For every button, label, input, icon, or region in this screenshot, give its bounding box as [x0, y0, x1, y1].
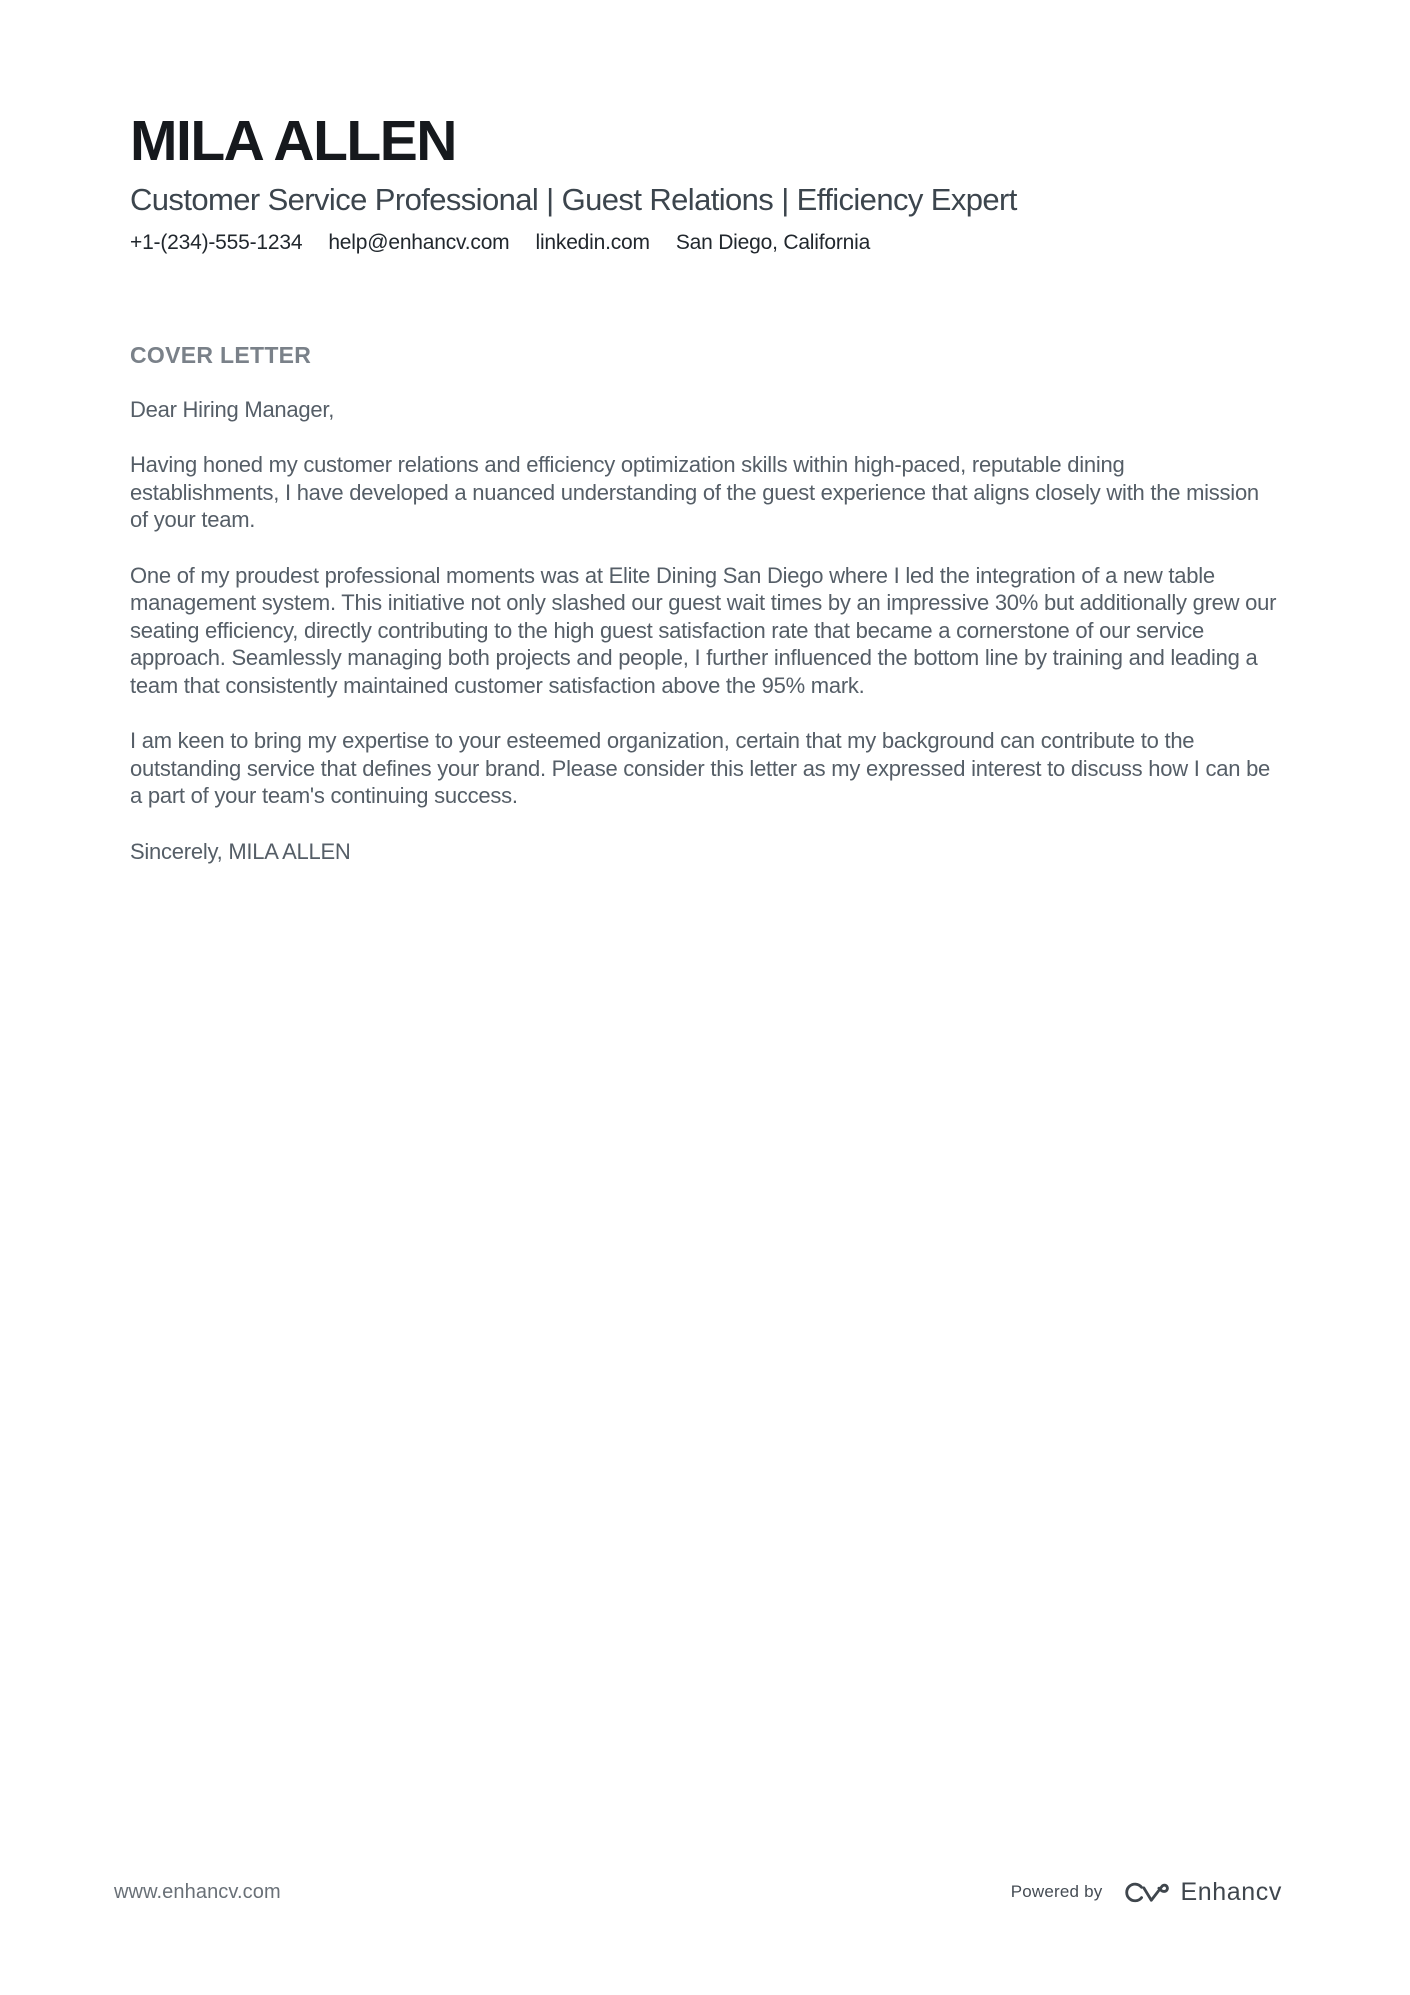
contact-row	[130, 229, 1278, 257]
powered-by-brand[interactable]	[1011, 1878, 1282, 1907]
section-label: COVER LETTER	[130, 342, 312, 369]
person-headline: Customer Service Professional | Guest Relations | Efficiency Expert	[130, 182, 1017, 218]
enhancv-logo-icon	[1123, 1880, 1169, 1904]
brand-wordmark: Enhancv	[1180, 1877, 1282, 1906]
contact-location: San Diego, California	[675, 230, 871, 254]
powered-by-label: Powered by	[1010, 1882, 1103, 1901]
letter-paragraph: Having honed my customer relations and efficiency optimization skills within high-paced, reputable dining establishments, I have developed a nuanced understanding of the guest experience that aligns closely with the mission of your team.	[130, 452, 1259, 533]
contact-phone: +1-(234)-555-1234	[130, 230, 303, 254]
contact-email-link[interactable]: help@enhancv.com	[328, 230, 510, 254]
person-name: MILA ALLEN	[130, 109, 456, 173]
page-content	[0, 0, 1410, 865]
letter-paragraph: I am keen to bring my expertise to your esteemed organization, certain that my background can contribute to the outstanding service that defines your brand. Please consider this letter as my expressed interest to discuss how I can be a part of your team's continuing success.	[130, 728, 1271, 809]
enhancv-website-link[interactable]: www.enhancv.com	[114, 1880, 281, 1903]
letter-paragraph: One of my proudest professional moments was at Elite Dining San Diego where I led the integration of a new table management system. This initiative not only slashed our guest wait times by an impressive 30% but additionally grew our seating efficiency, directly contributing to the high guest satisfaction rate that became a cornerstone of our service approach. Seamlessly managing both projects and people, I further influenced the bottom line by training and leading a team that consistently maintained customer satisfaction above the 95% mark.	[130, 562, 1277, 698]
salutation: Dear Hiring Manager,	[130, 396, 335, 422]
page-footer	[114, 1876, 1282, 1908]
contact-linkedin-link[interactable]: linkedin.com	[535, 230, 650, 254]
brand-lockup	[1123, 1878, 1283, 1907]
letter-closing: Sincerely, MILA ALLEN	[130, 838, 351, 864]
letter-body	[130, 341, 1278, 865]
header	[130, 107, 1278, 257]
